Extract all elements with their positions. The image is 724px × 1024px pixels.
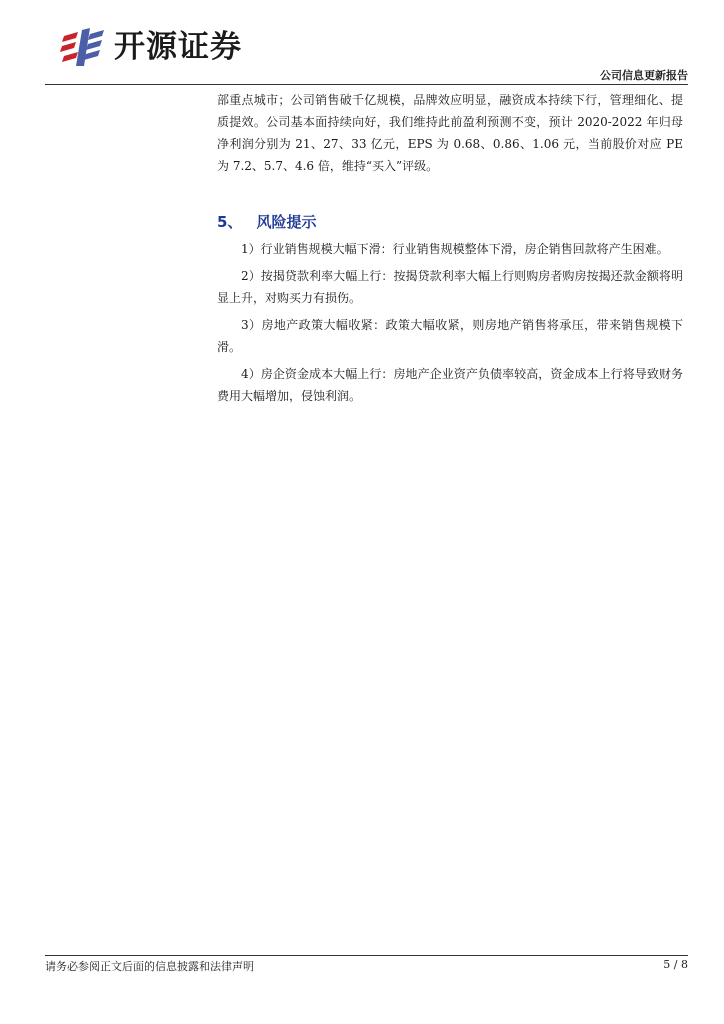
risk-item: 1）行业销售规模大幅下滑：行业销售规模整体下滑，房企销售回款将产生困难。 [241,242,669,256]
company-logo [60,26,242,68]
section-number: 5、 [217,213,243,231]
header-divider [45,84,688,85]
main-content [217,89,683,412]
section-heading [217,211,683,232]
brand-mark-icon [60,26,106,68]
risk-item: 3）房地产政策大幅收紧：政策大幅收紧，则房地产销售将承压，带来销售规模下滑。 [217,318,683,354]
report-type-label: 公司信息更新报告 [600,69,688,82]
brand-name: 开源证券 [114,28,242,65]
section-title: 风险提示 [256,213,317,231]
risk-list [217,238,683,407]
risk-item: 4）房企资金成本大幅上行：房地产企业资产负债率较高，资金成本上行将导致财务费用大幅增加，侵蚀利润。 [217,367,683,403]
footer-divider [45,955,688,956]
intro-paragraph: 部重点城市；公司销售破千亿规模，品牌效应明显，融资成本持续下行，管理细化、提质提效。公司基本面持续向好，我们维持此前盈利预测不变，预计 2020-2022 年归母净利润分别为 21、27、33 亿元，EPS 为 0.68、0.86、1.06 元，当前股价对应 PE 为 7.2、5.7、4.6 倍，维持“买入”评级。 [217,93,683,173]
risk-item: 2）按揭贷款利率大幅上行：按揭贷款利率大幅上行则购房者购房按揭还款金额将明显上升，对购买力有损伤。 [217,269,683,305]
footer-disclaimer: 请务必参阅正文后面的信息披露和法律声明 [45,960,254,973]
page-number: 5 / 8 [663,958,688,971]
